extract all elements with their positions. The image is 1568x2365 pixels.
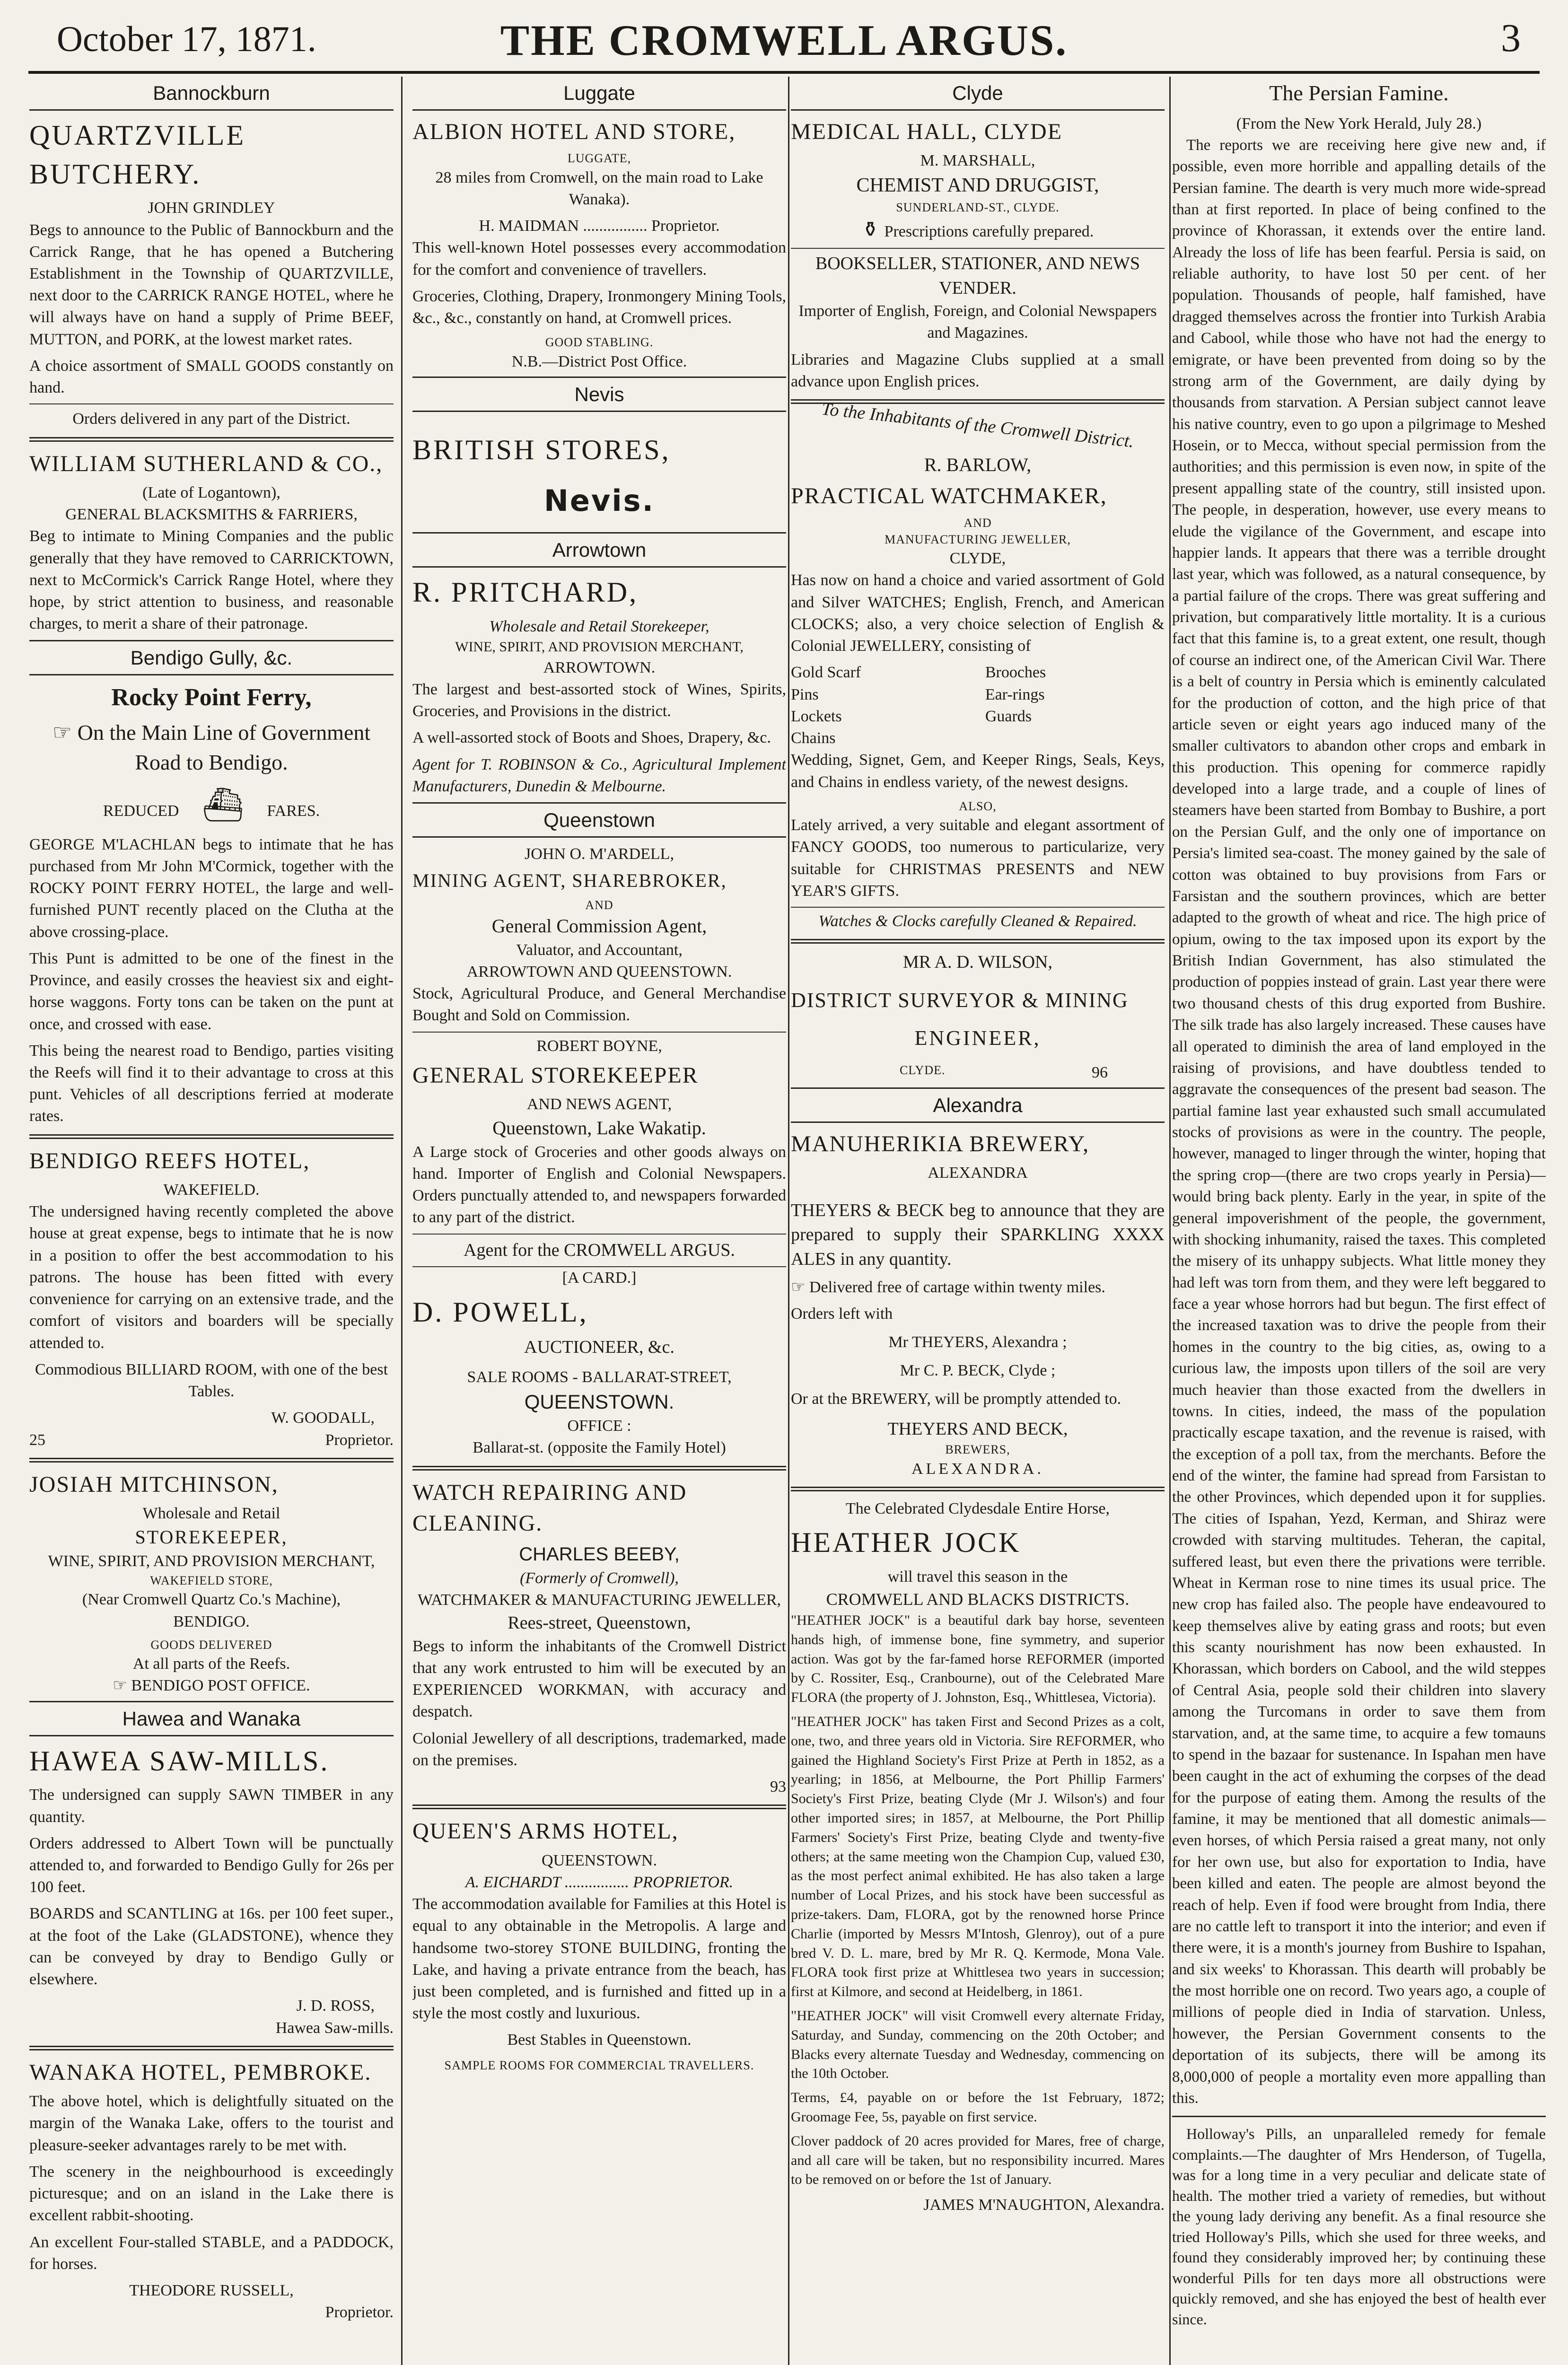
ad-line: will travel this season in the <box>887 1568 1068 1585</box>
divider <box>791 1487 1165 1491</box>
ad-signature: Hawea Saw-mills. <box>275 2019 394 2037</box>
list-item: Ear-rings <box>985 685 1045 703</box>
ad-line: AND NEWS AGENT, <box>526 1095 672 1113</box>
ad-heading: MINING AGENT, SHAREBROKER, <box>412 870 727 892</box>
ad-line: Wholesale and Retail <box>142 1505 280 1523</box>
ad-heading: HAWEA SAW-MILLS. <box>29 1745 330 1777</box>
ad-line: WATCHMAKER & MANUFACTURING JEWELLER, <box>417 1591 781 1609</box>
ad-body: "HEATHER JOCK" is a beautiful dark bay horse, seventeen hands high, of immense bone, fine symmetry, and superior action. Was got by the far-famed horse REFORMER (imported by C. Rossiter, Esq., Cranbourne), out of the Celebrated Mare FLORA (the property of J. Johnston, Esq., Whittlesea, Victoria). <box>791 1612 1165 1706</box>
ad-subheading <box>29 718 394 777</box>
ad-line: Agent for the CROMWELL ARGUS. <box>412 1234 786 1268</box>
ad-heading: WATCH REPAIRING AND CLEANING. <box>412 1480 687 1536</box>
ad-line: WINE, SPIRIT, AND PROVISION MERCHANT, <box>455 639 744 655</box>
ad-line: Rees-street, Queenstown, <box>508 1612 691 1633</box>
article-headline: The Persian Famine. <box>1269 81 1449 105</box>
ad-heading: PRACTICAL WATCHMAKER, <box>791 483 1107 509</box>
list-item: Brooches <box>985 664 1046 682</box>
ad-line <box>791 216 1165 244</box>
issue-date: October 17, 1871. <box>57 19 316 59</box>
ad-heading: BENDIGO REEFS HOTEL, <box>29 1148 310 1174</box>
ad-place: ALEXANDRA <box>928 1164 1028 1182</box>
column-divider <box>1169 77 1171 2365</box>
ad-subheading: (Late of Logantown), <box>142 483 280 501</box>
ad-line-text: BENDIGO POST OFFICE. <box>131 1677 310 1695</box>
ad-body: Agent for T. ROBINSON & Co., Agricultural Implement Manufacturers, Dunedin & Melbourne. <box>412 755 786 795</box>
divider <box>29 437 394 442</box>
ad-body: A choice assortment of SMALL GOODS constantly on hand. <box>29 357 394 397</box>
article-body: The reports we are receiving here give new and, if possible, even more horrible and appalling details of the Persian famine. The dearth is very much more wide-spread than at first reported. In place of being confined to the province of Khorassan, it extends over the entire land. Already the loss of life has been fearful. Persia is said, on reliable authority, to have lost 50 per cent. of her population. Thousands of people, half famished, have dragged themselves across the frontier into Turkish Arabia and Cabool, while those who have not had the energy to emigrate, or have been prevented from doing so by the strong arm of the Government, are daily dying by thousands from starvation. A Persian subject cannot leave his native country, even to go upon a pilgrimage to Meshed Hosein, or to Mecca, without special permission from the authorities; and this permission is even now, in spite of the present appalling state of the country, still insisted upon. The people, in desperation, however, use every means to elude the vigilance of the Government, and escape into happier lands. It appears that there was a terrible drought last year, which was followed, as a natural consequence, by a partial failure of the crops. There was great suffering and privation, but comparatively little mortality. It is a curious fact that this famine is, to a great extent, one result, though of course an indirect one, of the American Civil War. There is a belt of country in Persia which is eminently calculated for the production of cotton, and the high price of that article seven or eight years ago induced many of the smaller cultivators to abandon other crops and embark in this production. This opening for commerce rapidly developed into a large trade, and a couple of lines of steamers have been started from Bombay to Bushire, a port on the Persian Gulf, and the only one of importance on Persia's limited sea-coast. The money gained by the sale of cotton was obtained to buy provisions from Fars or Farsistan and the southern provinces, which are better adapted to the growth of wheat and rice. The high price of opium, owing to the tax imposed upon its export by the British Indian Government, has also stimulated the production of poppies instead of grain. Last year there were two thousand chests of this drug exported from Bushire. The silk trade has also largely increased. These causes have all operated to diminish the area of land employed in the raising of provisions, and have doubtless tended to aggravate the consequences of the present bad season. The partial famine last year exhausted such small accumulated stocks of provisions as were in the country. The people, however, managed to linger through the winter, hoping that the spring crop—(there are two crops yearly in Persia)—would bring back plenty. Early in the year, in spite of the general impoverishment of the people, the government, with shocking inhumanity, raised the taxes. This completed the misery of its unhappy subjects. What little money they had left was torn from them, and they were left beggared to face a year whose horrors had but begun. The first effect of the increased taxation was to drive the people from their homes in the country to the big cities, as, owing to a curious law, the imposts upon tillers of the soil are very much heavier than those exacted from the dwellers in towns. In cities, indeed, the mass of the population practically escape taxation, and the revenue is raised, with the exception of a poll tax, from the merchants. Before the end of the winter, the famine had spread from Farsistan to the other Provinces, which depended upon it for supplies. The cities of Ispahan, Yezd, Kerman, and Shiraz were crowded with starving multitudes. Teheran, the capital, suffered least, but even there the privations were terrible. Wheat in Kerman rose to nine times its usual price. The new crop has failed also. The people have endeavoured to keep themselves alive by eating grass and roots; but even this scanty nourishment has now been exhausted. In Khorassan, which borders on Cabool, and the wild steppes of Central Asia, people sold their children into slavery among the Turcomans in order to save them from starvation, and, at the same time, to acquire a few tomauns to spend in the bazaar for sustenance. In Ispahan men have been caught in the act of exhuming the corpses of the dead for the purpose of eating them. Among the results of the famine, it may be mentioned that all domestic animals—even horses, of which Persia raised a great many, not only for her own use, but also for exportation to India, have been killed and eaten. The people are almost beyond the reach of help. Even if food were brought from India, there are no cattle left to transport it into the interior; and even if there were, it is a month's journey from Bushire to Ispahan, and six weeks' to Khorassan. This dearth will probably be the most horrible one on record. Two years ago, a couple of millions of people died in India of starvation. Unless, however, the Persian Government consents to the deportation of its subjects, there will be among its 8,000,000 of people a mortality even more appalling than this. <box>1172 136 1546 2107</box>
ad-body: "HEATHER JOCK" will visit Cromwell every alternate Friday, Saturday, and Sunday, commencing on the 20th October; and Blacks every alternate Tuesday and Wednesday, commencing on the 10th October. <box>791 2007 1165 2082</box>
ad-heading: MANUHERIKIA BREWERY, <box>791 1131 1090 1157</box>
divider <box>29 2046 394 2050</box>
section-heading: Luggate <box>412 77 786 111</box>
ad-subheading-text: On the Main Line of Government Road to Bendigo. <box>77 720 371 774</box>
ad-body <box>791 1277 1165 1298</box>
ad-number: 25 <box>29 1431 45 1449</box>
ad-line: BOOKSELLER, STATIONER, AND NEWS VENDER. <box>791 248 1165 300</box>
divider <box>29 1458 394 1463</box>
ad-name: R. BARLOW, <box>924 454 1032 475</box>
section-heading: Arrowtown <box>412 532 786 568</box>
article-source: (From the New York Herald, July 28.) <box>1236 114 1482 132</box>
ferry-boat-icon: ⛴ <box>201 787 244 824</box>
ad-number: 96 <box>1092 1063 1108 1081</box>
ad-body: Clover paddock of 20 acres provided for Mares, free of charge, and all care will be taken, but no responsibility incurred. Mares to be removed on or before the 1st of January. <box>791 2133 1165 2188</box>
ad-trade: CHEMIST AND DRUGGIST, <box>856 174 1099 196</box>
ad-line: WINE, SPIRIT, AND PROVISION MERCHANT, <box>48 1552 375 1570</box>
ad-signature: J. D. ROSS, <box>296 1997 375 2015</box>
ad-body: This being the nearest road to Bendigo, parties visiting the Reefs will find it to their advantage to cross at this punt. Vehicles of all descriptions ferried at moderate rates. <box>29 1042 394 1125</box>
ad-heading: D. POWELL, <box>412 1296 588 1328</box>
ad-body: This Punt is admitted to be one of the finest in the Province, and easily crosses the heaviest six and eight-horse waggons. Forty tons can be taken on the punt at once, and crossed with ease. <box>29 949 394 1033</box>
ad-heading: JOSIAH MITCHINSON, <box>29 1472 279 1497</box>
ad-line: ARROWTOWN. <box>543 658 656 676</box>
ad-body: 28 miles from Cromwell, on the main road to Lake Wanaka). <box>435 168 763 208</box>
ad-place: CLYDE, <box>949 550 1006 568</box>
ad-footer <box>791 1062 1165 1084</box>
ad-name: CHARLES BEEBY, <box>519 1544 680 1565</box>
pointing-hand-icon: ☞ <box>113 1677 131 1695</box>
advert-paragraph: Holloway's Pills, an unparalleled remedy for female complaints.—The daughter of Mrs Henderson, of Tugella, was for a long time in a very peculiar and delicate state of health. The mother tried a variety of remedies, but without the young lady deriving any benefit. As a final resource she tried Holloway's Pills, which she used for three weeks, and found they considerably improved her; by continuing these wonderful Pills for ten days more all obstructions were quickly removed, and she has enjoyed the best of health ever since. <box>1172 2125 1546 2328</box>
ad-line: (Formerly of Cromwell), <box>520 1569 679 1587</box>
fares-line <box>29 783 394 828</box>
ad-place: SUNDERLAND-ST., CLYDE. <box>896 200 1060 214</box>
ad-line: GOODS DELIVERED <box>150 1638 272 1652</box>
ad-body: Orders left with <box>791 1305 893 1323</box>
ad-body: Colonial Jewellery of all descriptions, trademarked, made on the premises. <box>412 1729 786 1769</box>
ad-line: GOOD STABLING. <box>545 335 654 350</box>
ad-body-text: Delivered free of cartage within twenty miles. <box>809 1278 1105 1296</box>
ad-line <box>29 1675 394 1697</box>
ad-role: Proprietor. <box>325 1431 394 1449</box>
ad-role: Proprietor. <box>325 2304 394 2321</box>
column-divider <box>788 77 789 2365</box>
ad-line: Wholesale and Retail Storekeeper, <box>489 617 710 635</box>
ad-body: Begs to inform the inhabitants of the Cromwell District that any work entrusted to him will be executed by an EXPERIENCED WORKMAN, with accuracy and despatch. <box>412 1637 786 1721</box>
list-item: Lockets <box>791 707 842 725</box>
divider <box>29 1134 394 1139</box>
ad-body: BOARDS and SCANTLING at 16s. per 100 feet super., at the foot of the Lake (GLADSTONE), whence they can be conveyed by dray to Bendigo Gully or elsewhere. <box>29 1905 394 1988</box>
ad-body: Importer of English, Foreign, and Colonial Newspapers and Magazines. <box>798 302 1157 342</box>
ad-line: Watches & Clocks carefully Cleaned & Repaired. <box>791 907 1165 932</box>
section-heading: Hawea and Wanaka <box>29 1701 394 1736</box>
ad-footer <box>29 1429 394 1451</box>
ad-body: Terms, £4, payable on or before the 1st February, 1872; Groomage Fee, 5s, payable on first service. <box>791 2090 1165 2125</box>
list-item: Guards <box>985 707 1032 725</box>
ad-body: Beg to intimate to Mining Companies and the public generally that they have removed to CARRICKTOWN, next to McCormick's Carrick Range Hotel, where they hope, by strict attention to business, and reasonable charges, to merit a share of their patronage. <box>29 527 394 633</box>
ad-place: CLYDE. <box>900 1063 946 1077</box>
ad-line: BENDIGO. <box>173 1612 250 1630</box>
ad-line: Queenstown, Lake Wakatip. <box>492 1117 706 1139</box>
section-heading: Clyde <box>791 77 1165 111</box>
newspaper-title: THE CROMWELL ARGUS. <box>500 16 1068 64</box>
jewellery-list-right <box>985 662 1165 749</box>
ad-heading: DISTRICT SURVEYOR & MINING <box>791 989 1129 1012</box>
ad-line: AND <box>585 898 613 912</box>
ad-line: Best Stables in Queenstown. <box>507 2031 692 2049</box>
ad-line: AUCTIONEER, &c. <box>524 1337 675 1358</box>
ad-heading: QUEEN'S ARMS HOTEL, <box>412 1819 679 1844</box>
ad-signature: THEODORE RUSSELL, <box>129 2281 294 2299</box>
ad-line: Valuator, and Accountant, <box>516 941 683 959</box>
ad-body: Begs to announce to the Public of Bannockburn and the Carrick Range, that he has opened a Butchering Establishment in the Township of QUARTZVILLE, next door to the CARRICK RANGE HOTEL, where he will always have on hand a supply of Prime BEEF, MUTTON, and PORK, at the lowest market rates. <box>29 221 394 348</box>
fares-label: FARES. <box>267 802 320 820</box>
ad-heading: QUARTZVILLE BUTCHERY. <box>29 120 245 190</box>
ad-body: "HEATHER JOCK" has taken First and Second Prizes as a colt, one, two, and three years old in Victoria. Sire REFORMER, who gained the Highland Society's First Prize at Perth in 1852, as a yearling; in 1856, at Melbourne, the Port Phillip Farmers' Society's First Prize, beating Clyde (Mr J. Wilson's) and four other imported sires; in 1857, at Melbourne, the Port Phillip Farmers' Society's First Prize, beating Clyde and twenty-five others; at the same meeting won the Champion Cup, valued £30, as the most perfect animal exhibited. He has also taken a large number of Local Prizes, and his stock have been successful as prize-takers. Dam, FLORA, got by the renowned horse Prince Charlie (imported by Messrs M'Intosh, Glenroy), out of a pure bred V. D. L. mare, bred by Mr R. Q. Kermode, Mona Vale. FLORA took first prize at Whittlesea two years in succession; first at Kilmore, and second at Heidelberg, in 1861. <box>791 1713 1165 2000</box>
ad-body: An excellent Four-stalled STABLE, and a PADDOCK, for horses. <box>29 2233 394 2273</box>
ad-place: Nevis. <box>543 483 655 518</box>
ad-line: To the Inhabitants of the Cromwell District. <box>821 399 1135 452</box>
ad-line: ALSO, <box>959 799 997 813</box>
ad-name: JOHN O. M'ARDELL, <box>525 845 674 863</box>
ad-heading: GENERAL STOREKEEPER <box>412 1062 699 1088</box>
ad-line: QUEENSTOWN. <box>524 1391 675 1413</box>
ad-body: This well-known Hotel possesses every accommodation for the comfort and convenience of travellers. <box>412 239 786 279</box>
ad-body: A Large stock of Groceries and other goods always on hand. Importer of English and Colonial Newspapers. Orders punctually attended to, and newspapers forwarded to any part of the district. <box>412 1143 786 1226</box>
column-2 <box>412 77 786 2365</box>
column-3 <box>791 77 1165 2365</box>
ad-place: WAKEFIELD. <box>163 1181 260 1199</box>
masthead <box>28 10 1540 62</box>
ad-name: ROBERT BOYNE, <box>536 1037 662 1055</box>
section-heading: Bendigo Gully, &c. <box>29 640 394 675</box>
ad-line: ENGINEER, <box>914 1026 1041 1050</box>
page-number: 3 <box>1501 16 1521 60</box>
ad-footer: Orders delivered in any part of the District. <box>29 403 394 430</box>
divider <box>1172 2116 1546 2117</box>
ad-body: A well-assorted stock of Boots and Shoes, Drapery, &c. <box>412 729 771 747</box>
pointing-hand-icon: ☞ <box>791 1278 809 1296</box>
ad-body: GEORGE M'LACHLAN begs to intimate that he has purchased from Mr John M'Cormick, together with the ROCKY POINT FERRY HOTEL, the large and well-furnished PUNT recently placed on the Clutha at the above crossing-place. <box>29 835 394 941</box>
divider <box>412 1466 786 1471</box>
ad-body: The undersigned can supply SAWN TIMBER in any quantity. <box>29 1786 394 1826</box>
divider <box>412 1804 786 1809</box>
ad-heading: WILLIAM SUTHERLAND & CO., <box>29 451 383 476</box>
ad-line: SALE ROOMS - BALLARAT-STREET, <box>467 1368 732 1386</box>
ad-body: Lately arrived, a very suitable and elegant assortment of FANCY GOODS, too numerous to particularize, very suitable for CHRISTMAS PRESENTS and NEW YEAR'S GIFTS. <box>791 816 1165 900</box>
ad-heading: ALBION HOTEL AND STORE, <box>412 119 736 145</box>
ad-body: The undersigned having recently completed the above house at great expense, begs to intimate that he is now in a position to offer the best accommodation to his patrons. The house has been fitted with every convenience for carrying on an extensive trade, and the comfort of visitors and boarders will be specially attended to. <box>29 1203 394 1352</box>
ad-line: Ballarat-st. (opposite the Family Hotel) <box>473 1439 726 1457</box>
ad-body: The largest and best-assorted stock of Wines, Spirits, Groceries, and Provisions in the district. <box>412 680 786 720</box>
ad-line: BREWERS, <box>945 1443 1010 1457</box>
ad-line: MANUFACTURING JEWELLER, <box>885 532 1071 546</box>
ad-place: QUEENSTOWN. <box>542 1851 657 1869</box>
ad-place: LUGGATE, <box>567 151 631 166</box>
ad-line: WAKEFIELD STORE, <box>150 1573 273 1587</box>
ad-heading: WANAKA HOTEL, PEMBROKE. <box>29 2059 372 2085</box>
ad-body: Stock, Agricultural Produce, and General Merchandise Bought and Sold on Commission. <box>412 985 786 1025</box>
ad-signature: W. GOODALL, <box>271 1409 375 1427</box>
fares-label: REDUCED <box>103 802 179 820</box>
ad-body: Libraries and Magazine Clubs supplied at a small advance upon English prices. <box>791 350 1165 390</box>
column-divider <box>401 77 403 2365</box>
ad-body: Commodious BILLIARD ROOM, with one of the best Tables. <box>35 1360 388 1401</box>
ad-line: ALEXANDRA. <box>911 1460 1044 1478</box>
ad-line: At all parts of the Reefs. <box>132 1655 290 1673</box>
ad-body: Wedding, Signet, Gem, and Keeper Rings, Seals, Keys, and Chains in endless variety, of the newest designs. <box>791 751 1165 791</box>
ad-name: MR A. D. WILSON, <box>903 952 1052 972</box>
ad-body: THEYERS & BECK beg to announce that they are prepared to supply their SPARKLING XXXX ALES in any quantity. <box>791 1200 1165 1269</box>
column-1 <box>29 77 394 2365</box>
section-heading: Nevis <box>412 377 786 412</box>
ad-body: Has now on hand a choice and varied assortment of Gold and Silver WATCHES; English, French, and American CLOCKS; also, a very choice selection of English & Colonial JEWELLERY, consisting of <box>791 571 1165 655</box>
ad-body: Groceries, Clothing, Drapery, Ironmongery Mining Tools, &c., &c., constantly on hand, at Cromwell prices. <box>412 287 786 327</box>
ad-line: General Commission Agent, <box>491 915 707 937</box>
ad-line: SAMPLE ROOMS FOR COMMERCIAL TRAVELLERS. <box>444 2058 754 2072</box>
ad-line: The Celebrated Clydesdale Entire Horse, <box>846 1499 1110 1517</box>
list-item: Chains <box>791 729 836 747</box>
ad-heading: HEATHER JOCK <box>791 1527 1021 1559</box>
ad-body: The accommodation available for Families at this Hotel is equal to any obtainable in the Metropolis. A large and handsome two-storey STONE BUILDING, fronting the Lake, and having a private entrance from the beach, has just been completed, and is furnished and fitted up in a style the most costly and luxurious. <box>412 1895 786 2023</box>
jewellery-list-left <box>791 662 970 749</box>
ad-line: N.B.—District Post Office. <box>511 352 687 370</box>
ad-line: Mr THEYERS, Alexandra ; <box>888 1333 1067 1351</box>
ad-line-text: Prescriptions carefully prepared. <box>884 223 1094 241</box>
ad-body: The above hotel, which is delightfully situated on the margin of the Wanaka Lake, offers to the tourist and pleasure-seeker advantages rarely to be met with. <box>29 2093 394 2154</box>
ad-line: [A CARD.] <box>562 1269 637 1287</box>
ad-heading: BRITISH STORES, <box>412 434 671 466</box>
column-4 <box>1172 77 1546 2365</box>
ad-heading: R. PRITCHARD, <box>412 577 639 608</box>
ad-line: STOREKEEPER, <box>135 1526 288 1548</box>
ad-line: Mr C. P. BECK, Clyde ; <box>900 1362 1056 1380</box>
ad-trade: GENERAL BLACKSMITHS & FARRIERS, <box>65 506 358 524</box>
mortar-pestle-icon: ⚱ <box>861 218 885 242</box>
ad-proprietor: A. EICHARDT ................ PROPRIETOR. <box>465 1873 734 1891</box>
ad-body: Or at the BREWERY, will be promptly attended to. <box>791 1390 1121 1408</box>
ad-number: 93 <box>770 1778 786 1796</box>
pointing-hand-icon: ☞ <box>52 720 78 745</box>
ad-line: (Near Cromwell Quartz Co.'s Machine), <box>82 1591 341 1609</box>
ad-line: OFFICE : <box>567 1417 631 1435</box>
ad-line: AND <box>964 516 992 530</box>
ad-body: Orders addressed to Albert Town will be punctually attended to, and forwarded to Bendigo Gully for 26s per 100 feet. <box>29 1834 394 1896</box>
ad-heading: MEDICAL HALL, CLYDE <box>791 119 1063 145</box>
ad-signature: THEYERS AND BECK, <box>887 1419 1068 1439</box>
ad-name: JOHN GRINDLEY <box>148 199 275 217</box>
masthead-rule <box>28 71 1540 74</box>
ad-line: ARROWTOWN AND QUEENSTOWN. <box>466 963 732 981</box>
ad-signature: JAMES M'NAUGHTON, Alexandra. <box>923 2196 1165 2214</box>
ad-proprietor: H. MAIDMAN ................ Proprietor. <box>479 217 720 235</box>
list-item: Gold Scarf Pins <box>791 664 861 703</box>
divider <box>412 1032 786 1033</box>
ad-heading: Rocky Point Ferry, <box>111 683 312 711</box>
ad-line: CROMWELL AND BLACKS DISTRICTS. <box>826 1590 1130 1609</box>
section-heading: Bannockburn <box>29 77 394 111</box>
section-heading: Queenstown <box>412 802 786 838</box>
section-heading: Alexandra <box>791 1087 1165 1123</box>
jewellery-list <box>791 662 1165 749</box>
ad-body: The scenery in the neighbourhood is exceedingly picturesque; and on an island in the Lake there is excellent rabbit-shooting. <box>29 2163 394 2225</box>
divider <box>791 939 1165 944</box>
ad-name: M. MARSHALL, <box>920 152 1035 170</box>
